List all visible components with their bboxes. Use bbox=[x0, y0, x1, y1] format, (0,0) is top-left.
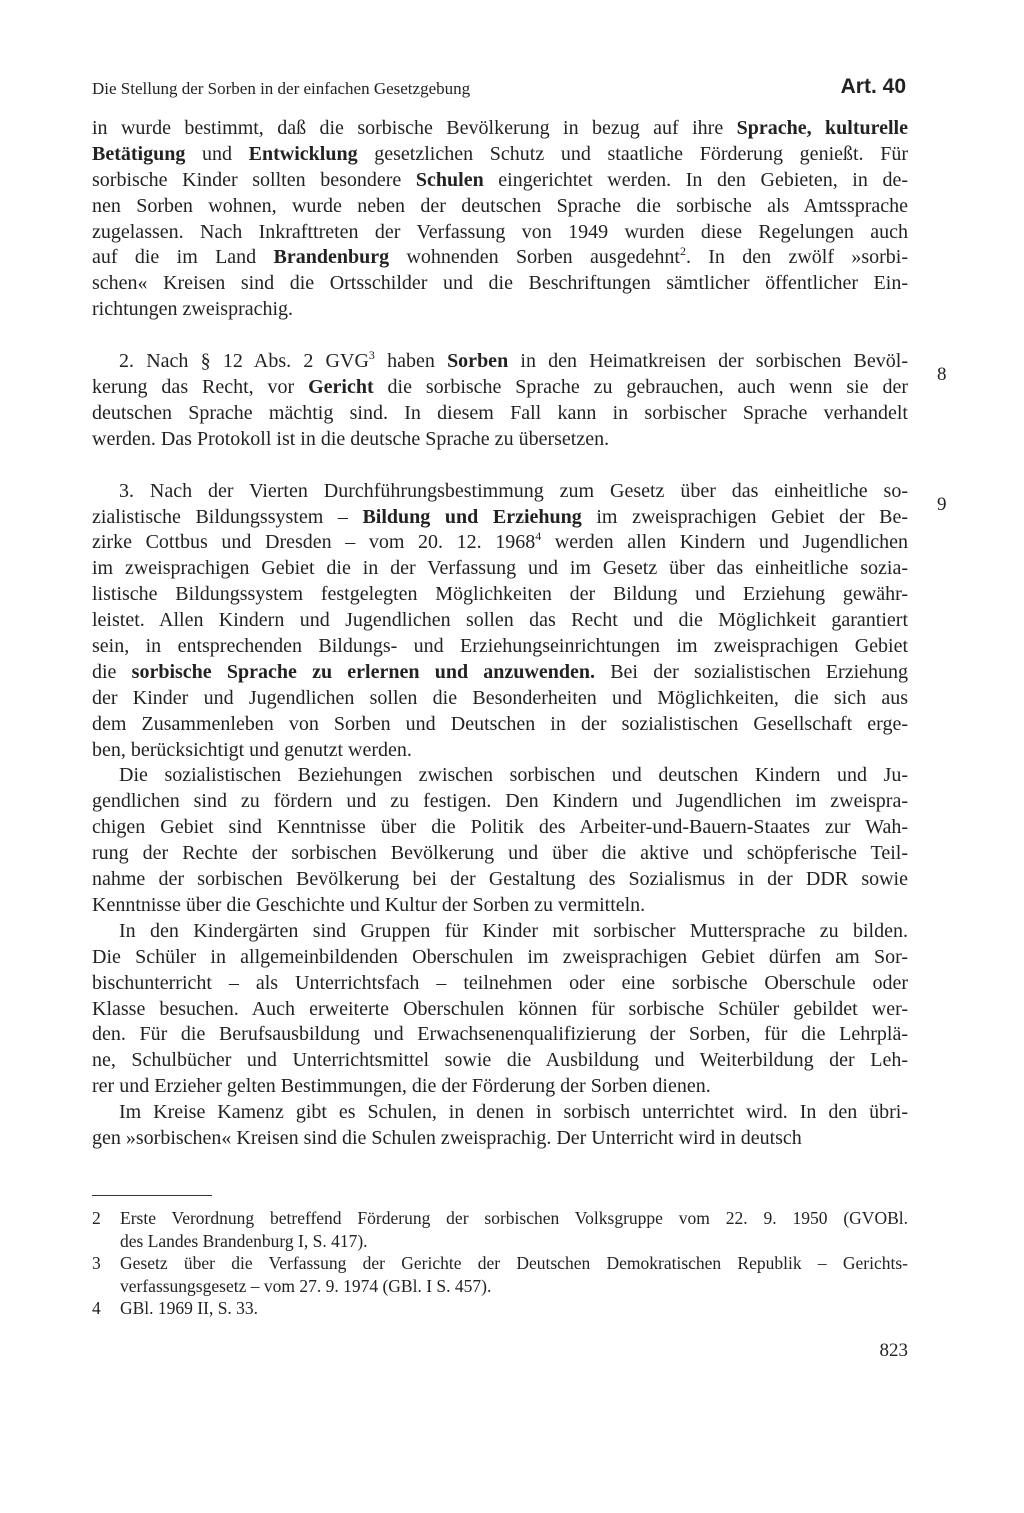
text-line bbox=[92, 1074, 908, 1100]
text-run: Im Kreise Kamenz gibt es Schulen, in denen in sorbisch unterrichtet wird. In den übri- bbox=[119, 1101, 908, 1124]
text-line bbox=[92, 945, 908, 971]
text-run: In den Kindergärten sind Gruppen für Kinder mit sorbischer Muttersprache zu bilden. bbox=[119, 919, 908, 942]
text-line bbox=[92, 349, 908, 375]
footnote-text: Erste Verordnung betreffend Förderung der sorbischen Volksgruppe vom 22. 9. 1950 (GVOBl. bbox=[120, 1208, 908, 1228]
paragraph-gap bbox=[92, 453, 908, 479]
text-line bbox=[92, 375, 908, 401]
bold-term: Sorben bbox=[447, 350, 509, 373]
text-line bbox=[92, 168, 908, 194]
text-run: Die sozialistischen Beziehungen zwischen sorbischen und deutschen Kindern und Ju- bbox=[119, 764, 908, 787]
bold-term: Gericht bbox=[308, 376, 374, 399]
text-line bbox=[92, 1100, 908, 1126]
text-run: haben bbox=[374, 350, 448, 373]
text-run: die sorbische Sprache zu gebrauchen, auch wenn sie der bbox=[373, 376, 908, 399]
text-run: kerung das Recht, vor bbox=[92, 376, 309, 399]
text-run: gen »sorbischen« Kreisen sind die Schulen zweisprachig. Der Unterricht wird in deutsch bbox=[92, 1126, 802, 1149]
footnote-text: GBl. 1969 II, S. 33. bbox=[120, 1298, 259, 1318]
text-run: nen Sorben wohnen, wurde neben der deutschen Sprache die sorbische als Amtssprache bbox=[92, 194, 908, 217]
text-run: den. Für die Berufsausbildung und Erwachsenenqualifizierung der Sorben, für die Lehrplä- bbox=[92, 1023, 908, 1046]
text-run: zialistische Bildungssystem – bbox=[92, 505, 363, 528]
text-line bbox=[92, 297, 908, 323]
text-run: chigen Gebiet sind Kenntnisse über die Politik des Arbeiter-und-Bauern-Staates zur Wah- bbox=[92, 816, 908, 839]
text-run: der Kinder und Jugendlichen sollen die Besonderheiten und Möglichkeiten, die sich aus bbox=[92, 686, 908, 709]
footnote-reference: 3 bbox=[368, 348, 375, 363]
text-run: sorbische Kinder sollten besondere bbox=[92, 168, 416, 191]
footnote-line bbox=[92, 1230, 908, 1253]
footnote-rule bbox=[92, 1195, 212, 1196]
text-run: ne, Schulbücher und Unterrichtsmittel sowie die Ausbildung und Weiterbildung der Leh- bbox=[92, 1049, 908, 1072]
running-head bbox=[92, 74, 906, 106]
footnote-text: Gesetz über die Verfassung der Gerichte der Deutschen Demokratischen Republik – Gerichts- bbox=[120, 1253, 908, 1273]
text-run: Bei der sozialistischen Erziehung bbox=[595, 660, 909, 683]
text-line bbox=[92, 245, 908, 271]
text-line bbox=[92, 841, 908, 867]
text-run: rer und Erzieher gelten Bestimmungen, die der Förderung der Sorben dienen. bbox=[92, 1075, 711, 1098]
article-number: Art. 40 bbox=[840, 75, 906, 98]
text-line bbox=[92, 893, 908, 919]
text-line bbox=[92, 505, 908, 531]
text-run: im zweisprachigen Gebiet der Be- bbox=[581, 505, 908, 528]
text-run: und bbox=[185, 142, 249, 165]
paragraph bbox=[92, 116, 908, 323]
text-run: schen« Kreisen sind die Ortsschilder und die Beschriftungen sämtlicher öffentlicher Ein- bbox=[92, 272, 908, 295]
text-run: deutschen Sprache mächtig sind. In diesem Fall kann in sorbischer Sprache verhandelt bbox=[92, 401, 908, 424]
text-run: werden allen Kindern und Jugendlichen bbox=[541, 531, 908, 554]
text-run: gendlichen sind zu fördern und zu festigen. Den Kindern und Jugendlichen im zweispra- bbox=[92, 790, 908, 813]
text-run: eingerichtet werden. In den Gebieten, in de- bbox=[483, 168, 908, 191]
text-run: listische Bildungssystem festgelegten Möglichkeiten der Bildung und Erziehung gewähr- bbox=[92, 583, 908, 606]
running-title: Die Stellung der Sorben in der einfachen Gesetzgebung bbox=[92, 79, 471, 98]
footnote-line bbox=[92, 1275, 908, 1298]
text-run: 3. Nach der Vierten Durchführungsbestimmung zum Gesetz über das einheitliche so- bbox=[119, 479, 908, 502]
text-run: rung der Rechte der sorbischen Bevölkerung und über die aktive und schöpferische Teil- bbox=[92, 842, 908, 865]
text-line bbox=[92, 427, 908, 453]
text-line bbox=[92, 530, 908, 556]
footnote-number: 3 bbox=[92, 1253, 101, 1273]
footnote-line bbox=[92, 1252, 908, 1275]
paragraph bbox=[92, 349, 908, 453]
text-run: zirke Cottbus und Dresden – vom 20. 12. 1968 bbox=[92, 531, 536, 554]
bold-term: Betätigung bbox=[92, 142, 186, 165]
margin-number: 9 bbox=[937, 494, 947, 515]
bold-term: Bildung und Erziehung bbox=[362, 505, 582, 528]
paragraph bbox=[92, 919, 908, 1100]
footnote-line bbox=[92, 1297, 908, 1320]
text-run: sein, in entsprechenden Bildungs- und Erziehungseinrichtungen im zweisprachigen Gebiet bbox=[92, 635, 908, 658]
text-line bbox=[92, 712, 908, 738]
text-line bbox=[92, 789, 908, 815]
bold-term: Entwicklung bbox=[248, 142, 358, 165]
text-line bbox=[92, 582, 908, 608]
text-run: in wurde bestimmt, daß die sorbische Bevölkerung in bezug auf ihre bbox=[92, 117, 737, 139]
text-line bbox=[92, 608, 908, 634]
text-line bbox=[92, 479, 908, 505]
text-line bbox=[92, 738, 908, 764]
text-run: ben, berücksichtigt und genutzt werden. bbox=[92, 738, 412, 761]
text-line bbox=[92, 686, 908, 712]
text-line bbox=[92, 971, 908, 997]
text-line bbox=[92, 556, 908, 582]
text-line bbox=[92, 867, 908, 893]
text-run: Die Schüler in allgemeinbildenden Oberschulen im zweisprachigen Gebiet dürfen am Sor- bbox=[92, 945, 908, 968]
text-run: leistet. Allen Kindern und Jugendlichen sollen das Recht und die Möglichkeit garantiert bbox=[92, 609, 908, 632]
paragraph bbox=[92, 479, 908, 764]
footnote-reference: 4 bbox=[535, 529, 542, 544]
text-run: auf die im Land bbox=[92, 246, 274, 269]
text-run: gesetzlichen Schutz und staatliche Förderung genießt. Für bbox=[357, 142, 908, 165]
text-run: nahme der sorbischen Bevölkerung bei der Gestaltung des Sozialismus in der DDR sowie bbox=[92, 868, 908, 891]
bold-term: Sprache, kulturelle bbox=[736, 117, 908, 139]
footnotes bbox=[92, 1207, 908, 1320]
text-line bbox=[92, 997, 908, 1023]
footnote-reference: 2 bbox=[679, 244, 686, 259]
text-run: dem Zusammenleben von Sorben und Deutschen in der sozialistischen Gesellschaft erge- bbox=[92, 712, 908, 735]
text-run: die bbox=[92, 660, 132, 683]
footnote-line bbox=[92, 1207, 908, 1230]
text-line bbox=[92, 116, 908, 142]
footnote-number: 2 bbox=[92, 1208, 101, 1228]
text-run: in den Heimatkreisen der sorbischen Bevöl- bbox=[508, 350, 908, 373]
text-run: . In den zwölf »sorbi- bbox=[685, 246, 909, 269]
text-line bbox=[92, 660, 908, 686]
text-line bbox=[92, 1126, 908, 1152]
text-line bbox=[92, 220, 908, 246]
text-run: Klasse besuchen. Auch erweiterte Oberschulen können für sorbische Schüler gebildet wer- bbox=[92, 997, 908, 1020]
text-run: 2. Nach § 12 Abs. 2 GVG bbox=[119, 350, 369, 373]
footnote-text: des Landes Brandenburg I, S. 417). bbox=[120, 1230, 368, 1251]
bold-term: Brandenburg bbox=[273, 246, 390, 269]
paragraph bbox=[92, 1100, 908, 1152]
text-line bbox=[92, 194, 908, 220]
text-run: Kenntnisse über die Geschichte und Kultur der Sorben zu vermitteln. bbox=[92, 893, 646, 916]
bold-term: sorbische Sprache zu erlernen und anzuwenden. bbox=[131, 660, 595, 683]
body-text bbox=[92, 116, 908, 1152]
paragraph bbox=[92, 763, 908, 918]
text-line bbox=[92, 919, 908, 945]
text-line bbox=[92, 634, 908, 660]
text-line bbox=[92, 1022, 908, 1048]
text-line bbox=[92, 271, 908, 297]
text-line bbox=[92, 763, 908, 789]
text-run: werden. Das Protokoll ist in die deutsche Sprache zu übersetzen. bbox=[92, 427, 610, 450]
text-run: wohnenden Sorben ausgedehnt bbox=[389, 246, 680, 269]
bold-term: Schulen bbox=[415, 168, 484, 191]
text-run: im zweisprachigen Gebiet die in der Verfassung und im Gesetz über das einheitliche sozia- bbox=[92, 557, 908, 580]
text-run: zugelassen. Nach Inkrafttreten der Verfassung von 1949 wurden diese Regelungen auch bbox=[92, 220, 908, 243]
footnote-number: 4 bbox=[92, 1298, 101, 1318]
text-line bbox=[92, 1048, 908, 1074]
paragraph-gap bbox=[92, 323, 908, 349]
text-run: richtungen zweisprachig. bbox=[92, 298, 294, 321]
footnote-text: verfassungsgesetz – vom 27. 9. 1974 (GBl. I S. 457). bbox=[120, 1275, 492, 1296]
text-line bbox=[92, 142, 908, 168]
margin-number: 8 bbox=[937, 364, 947, 385]
text-run: bischunterricht – als Unterrichtsfach – teilnehmen oder eine sorbische Oberschule oder bbox=[92, 971, 908, 994]
text-line bbox=[92, 401, 908, 427]
page-number: 823 bbox=[879, 1340, 908, 1361]
text-line bbox=[92, 815, 908, 841]
